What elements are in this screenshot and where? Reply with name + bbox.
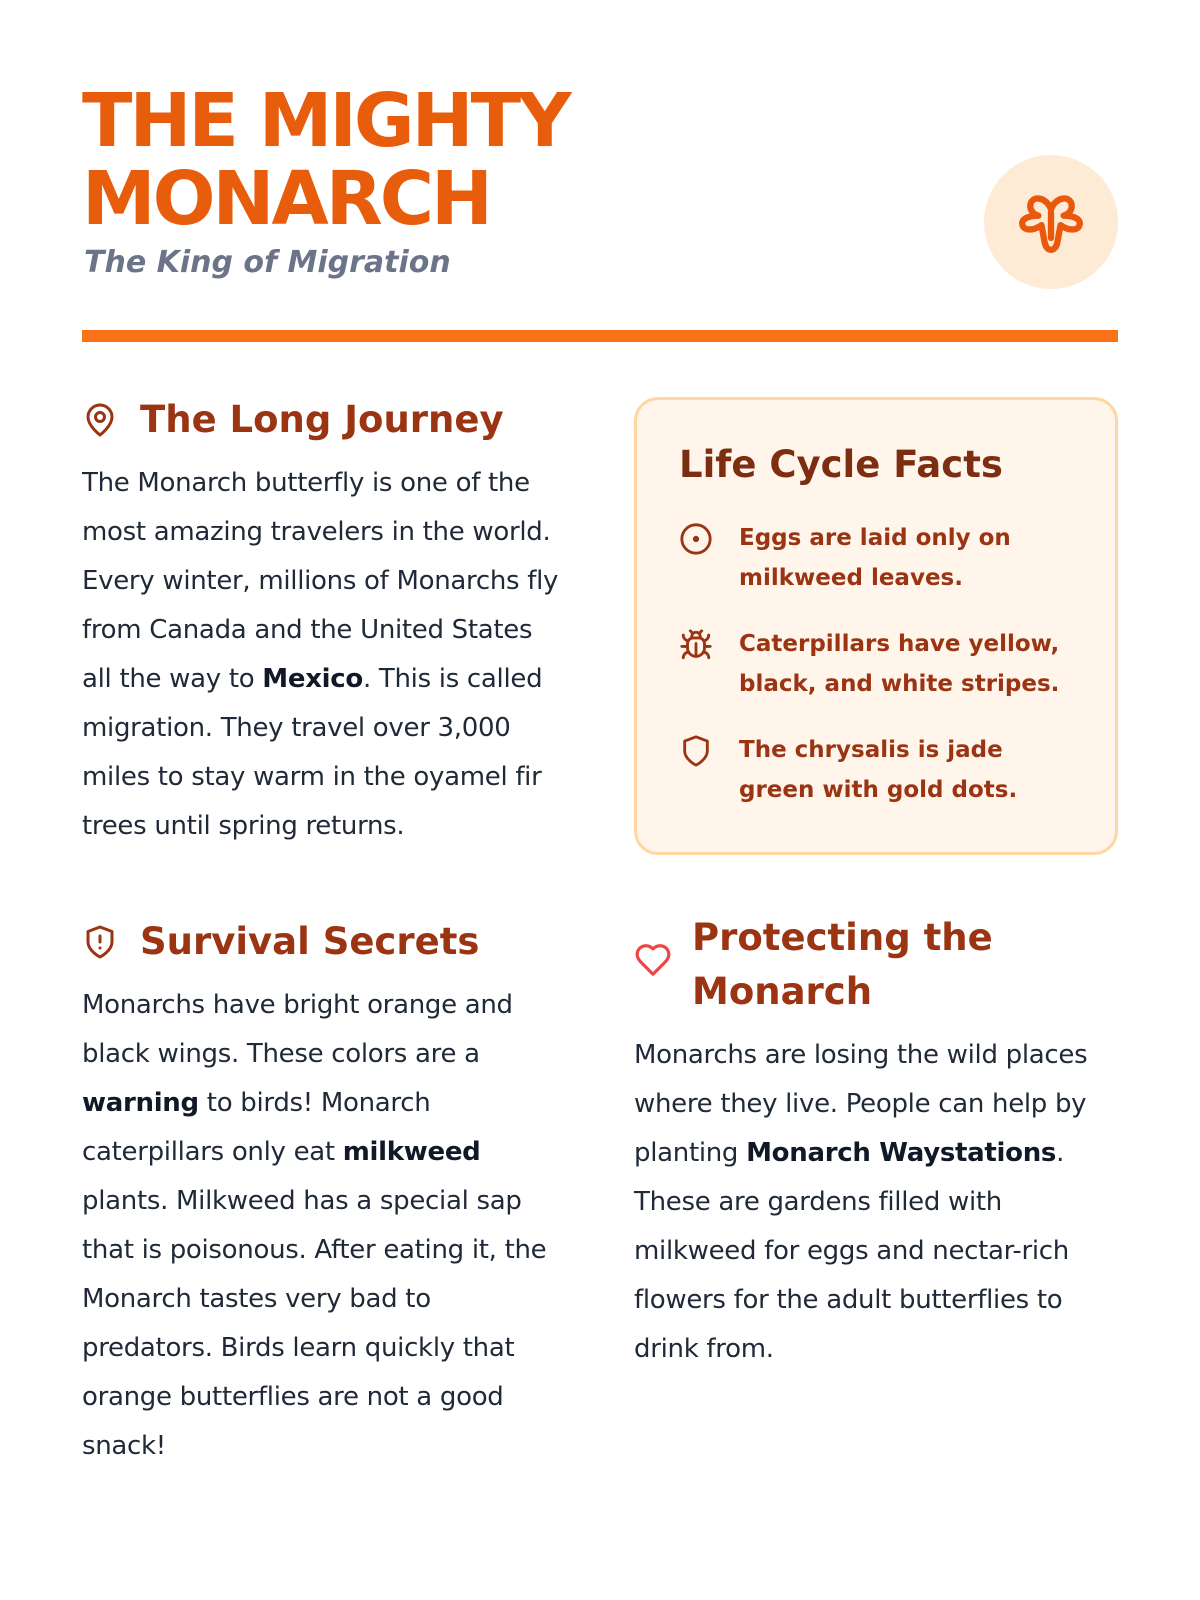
map-pin-icon xyxy=(82,402,118,438)
protect-text-part-1: Monarchs are losing the wild places where they live. People can help by planting xyxy=(634,1040,1088,1168)
content-columns xyxy=(82,345,1118,1471)
butterfly-badge xyxy=(984,155,1118,289)
fact-text: Eggs are laid only on milkweed leaves. xyxy=(739,525,1011,591)
survival-text-part-2: to birds! Monarch caterpillars only eat xyxy=(82,1088,431,1167)
shield-alert-icon xyxy=(82,924,118,960)
journey-heading: The Long Journey xyxy=(140,398,504,441)
fact-text: The chrysalis is jade green with gold dots. xyxy=(739,737,1018,803)
life-cycle-facts-card xyxy=(634,397,1118,855)
protect-text-part-2: . These are gardens filled with milkweed for eggs and nectar-rich flowers for the adult butterflies to drink from. xyxy=(634,1138,1069,1364)
survival-section xyxy=(82,915,562,1471)
fact-text: Caterpillars have yellow, black, and white stripes. xyxy=(739,631,1060,697)
page-subtitle: The King of Migration xyxy=(84,245,451,280)
header-divider xyxy=(82,330,1118,342)
survival-text-part-3: plants. Milkweed has a special sap that is poisonous. After eating it, the Monarch tastes very bad to predators. Birds learn quickly that orange butterflies are not a good snack! xyxy=(82,1186,547,1461)
facts-heading: Life Cycle Facts xyxy=(679,443,1003,486)
survival-text xyxy=(82,981,562,1471)
page-title xyxy=(82,78,569,242)
survival-heading-row xyxy=(82,915,562,969)
journey-heading-row xyxy=(82,393,562,447)
journey-text-bold-mexico: Mexico xyxy=(262,664,363,694)
circle-dot-icon xyxy=(679,522,713,556)
journey-section xyxy=(82,393,562,851)
bug-icon xyxy=(679,628,713,662)
shield-icon xyxy=(679,734,713,768)
protect-heading-line-1: Protecting the xyxy=(692,916,993,959)
fact-icon-wrap xyxy=(679,518,713,560)
fact-item xyxy=(679,624,1075,704)
protect-icon-wrap xyxy=(634,911,672,983)
fact-item xyxy=(679,730,1075,810)
journey-text-part-1: The Monarch butterfly is one of the most amazing travelers in the world. Every winter, millions of Monarchs fly from Canada and the United States all the way to xyxy=(82,468,559,694)
journey-text-part-2: . This is called migration. They travel over 3,000 miles to stay warm in the oyamel fir trees until spring returns. xyxy=(82,664,543,841)
protect-section xyxy=(634,911,1118,1374)
heart-icon xyxy=(634,941,672,979)
protect-heading-line-2: Monarch xyxy=(692,970,873,1013)
survival-text-bold-warning: warning xyxy=(82,1088,199,1118)
survival-text-part-1: Monarchs have bright orange and black wings. These colors are a xyxy=(82,990,513,1069)
fact-icon-wrap xyxy=(679,624,713,666)
fact-item xyxy=(679,518,1075,598)
journey-text xyxy=(82,459,562,851)
title-line-2: MONARCH xyxy=(82,156,490,242)
protect-heading xyxy=(692,911,993,1019)
survival-text-bold-milkweed: milkweed xyxy=(342,1137,481,1167)
survival-heading: Survival Secrets xyxy=(140,920,480,963)
butterfly-icon xyxy=(1013,184,1089,260)
fact-icon-wrap xyxy=(679,730,713,772)
protect-text xyxy=(634,1031,1118,1374)
right-column xyxy=(634,345,1118,1471)
title-line-1: THE MIGHTY xyxy=(82,78,569,164)
protect-text-bold-waystations: Monarch Waystations xyxy=(746,1138,1057,1168)
left-column xyxy=(82,345,562,1471)
header xyxy=(82,0,1118,345)
protect-heading-row xyxy=(634,911,1118,1019)
